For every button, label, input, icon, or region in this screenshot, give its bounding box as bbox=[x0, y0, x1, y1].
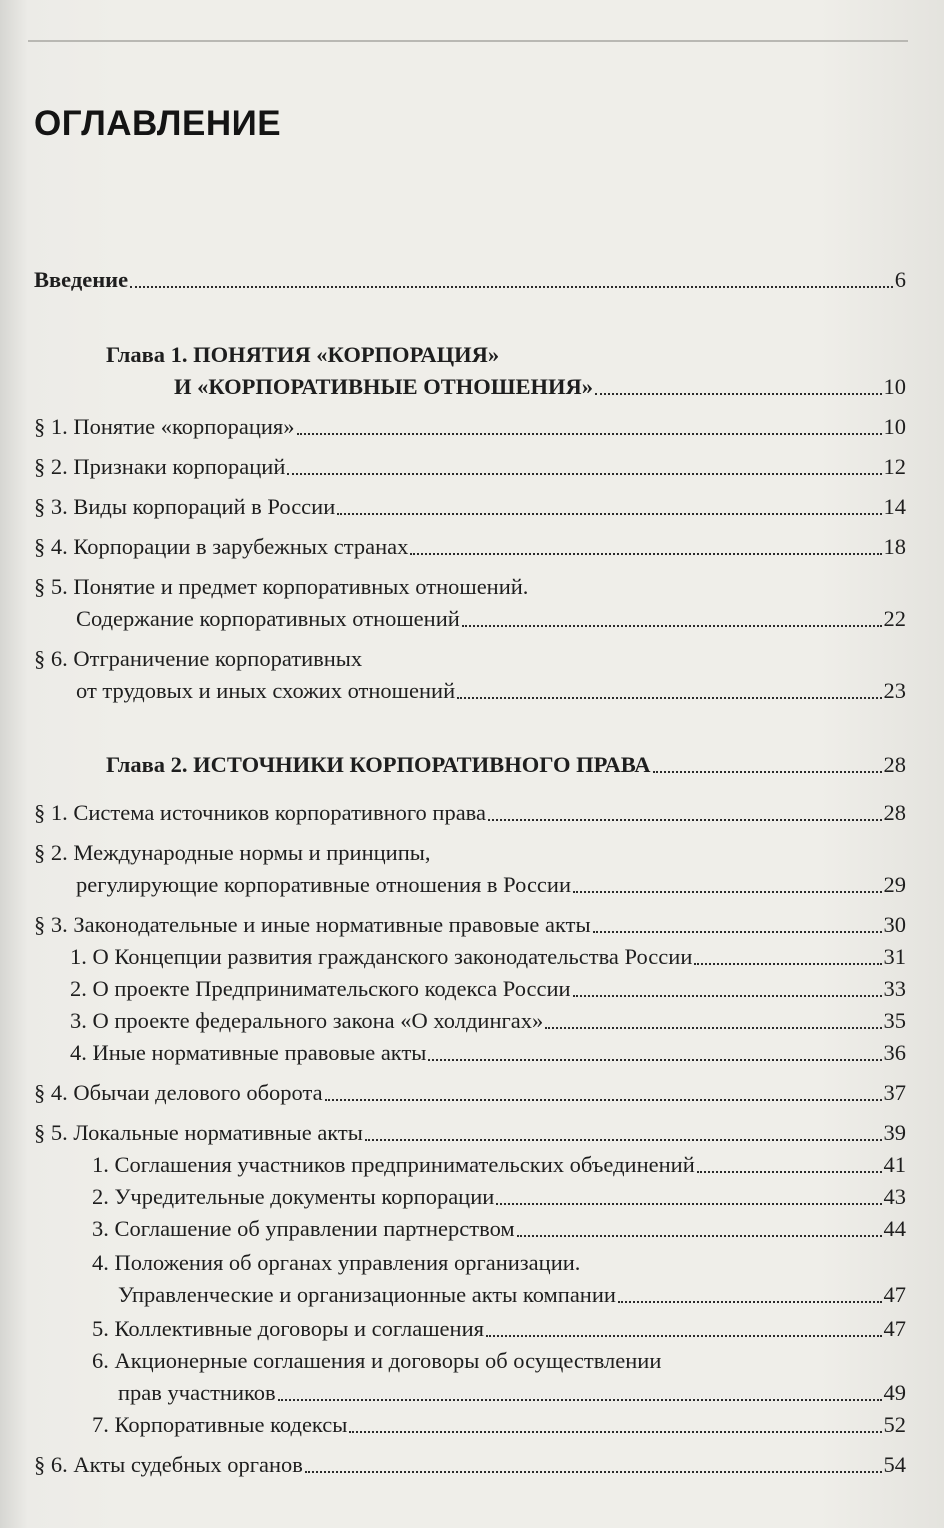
toc-entry-page: 18 bbox=[883, 534, 906, 559]
toc-entry-page: 12 bbox=[883, 454, 906, 479]
toc-entry-page: 43 bbox=[883, 1184, 906, 1209]
leader-dots bbox=[278, 1398, 882, 1401]
toc-entry-page: 36 bbox=[883, 1040, 906, 1065]
leader-dots bbox=[694, 962, 881, 965]
toc-entry-label: § 6. Акты судебных органов bbox=[34, 1452, 303, 1477]
toc-entry-page: 41 bbox=[883, 1152, 906, 1177]
leader-dots bbox=[130, 285, 893, 288]
toc-entry-page: 30 bbox=[883, 912, 906, 937]
toc-entry-page: 52 bbox=[883, 1412, 906, 1437]
leader-dots bbox=[365, 1138, 882, 1141]
toc-entry-ch2-s5-item6-line1: 6. Акционерные соглашения и договоры об осуществлении bbox=[92, 1348, 662, 1373]
toc-entry-label: § 1. Понятие «корпорация» bbox=[34, 414, 295, 439]
toc-entry-page: 49 bbox=[883, 1380, 906, 1405]
toc-entry-ch2-s6 bbox=[34, 1450, 906, 1480]
toc-entry-label: 3. О проекте федерального закона «О холдингах» bbox=[70, 1008, 544, 1033]
leader-dots bbox=[573, 890, 882, 893]
toc-entry-page: 23 bbox=[883, 678, 906, 703]
toc-entry-ch2-s5-item4-line1: 4. Положения об органах управления организации. bbox=[92, 1250, 581, 1275]
toc-entry-chapter-2 bbox=[106, 750, 906, 780]
toc-entry-page: 44 bbox=[883, 1216, 906, 1241]
leader-dots bbox=[595, 392, 882, 395]
toc-entry-ch2-s5-item3 bbox=[92, 1214, 906, 1244]
toc-entry-ch2-s3-item1 bbox=[70, 942, 906, 972]
leader-dots bbox=[337, 512, 881, 515]
toc-entry-ch1-s5-line1: § 5. Понятие и предмет корпоративных отношений. bbox=[34, 574, 529, 599]
toc-entry-page: 35 bbox=[883, 1008, 906, 1033]
leader-dots bbox=[486, 1334, 882, 1337]
toc-entry-ch2-s5-item7 bbox=[92, 1410, 906, 1440]
toc-entry-ch2-s5-item2 bbox=[92, 1182, 906, 1212]
toc-entry-ch2-s5-item5 bbox=[92, 1314, 906, 1344]
toc-entry-label: 3. Соглашение об управлении партнерством bbox=[92, 1216, 515, 1241]
toc-entry-page: 37 bbox=[883, 1080, 906, 1105]
toc-entry-page: 39 bbox=[883, 1120, 906, 1145]
toc-entry-page: 47 bbox=[883, 1282, 906, 1307]
page-title: ОГЛАВЛЕНИЕ bbox=[34, 104, 282, 143]
toc-entry-label: регулирующие корпоративные отношения в России bbox=[76, 872, 571, 897]
toc-entry-label: Управленческие и организационные акты компании bbox=[118, 1282, 616, 1307]
leader-dots bbox=[488, 818, 882, 821]
leader-dots bbox=[545, 1026, 881, 1029]
toc-entry-ch2-s1 bbox=[34, 798, 906, 828]
toc-entry-page: 54 bbox=[883, 1452, 906, 1477]
leader-dots bbox=[305, 1470, 882, 1473]
leader-dots bbox=[653, 770, 882, 773]
leader-dots bbox=[593, 930, 882, 933]
toc-entry-ch2-s2-line1: § 2. Международные нормы и принципы, bbox=[34, 840, 431, 865]
leader-dots bbox=[573, 994, 882, 997]
toc-entry-ch1-s4 bbox=[34, 532, 906, 562]
chapter-1-title-line1: Глава 1. ПОНЯТИЯ «КОРПОРАЦИЯ» bbox=[106, 342, 500, 367]
leader-dots bbox=[462, 624, 882, 627]
toc-entry-page: 31 bbox=[883, 944, 906, 969]
toc-entry-label: § 4. Корпорации в зарубежных странах bbox=[34, 534, 409, 559]
toc-entry-ch2-s3 bbox=[34, 910, 906, 940]
toc-entry-page: 47 bbox=[883, 1316, 906, 1341]
toc-entry-label: прав участников bbox=[118, 1380, 276, 1405]
leader-dots bbox=[349, 1430, 881, 1433]
leader-dots bbox=[618, 1300, 882, 1303]
toc-entry-label: от трудовых и иных схожих отношений bbox=[76, 678, 456, 703]
toc-entry-ch1-s1 bbox=[34, 412, 906, 442]
toc-entry-ch1-s6-line1: § 6. Отграничение корпоративных bbox=[34, 646, 363, 671]
toc-entry-label: § 4. Обычаи делового оборота bbox=[34, 1080, 323, 1105]
toc-entry-label: Введение bbox=[34, 267, 129, 292]
toc-entry-chapter-1 bbox=[174, 372, 906, 402]
toc-entry-ch2-s5-item4 bbox=[118, 1280, 906, 1310]
toc-entry-label: 1. О Концепции развития гражданского законодательства России bbox=[70, 944, 693, 969]
leader-dots bbox=[410, 552, 881, 555]
toc-entry-label: 1. Соглашения участников предпринимательских объединений bbox=[92, 1152, 695, 1177]
leader-dots bbox=[697, 1170, 882, 1173]
toc-entry-ch1-s2 bbox=[34, 452, 906, 482]
toc-entry-label: § 2. Признаки корпораций bbox=[34, 454, 286, 479]
toc-entry-label: 7. Корпоративные кодексы bbox=[92, 1412, 348, 1437]
toc-entry-page: 10 bbox=[883, 414, 906, 439]
toc-entry-ch2-s5-item1 bbox=[92, 1150, 906, 1180]
toc-entry-page: 28 bbox=[883, 752, 906, 777]
toc-entry-ch2-s3-item3 bbox=[70, 1006, 906, 1036]
toc-entry-label: § 1. Система источников корпоративного права bbox=[34, 800, 486, 825]
header-rule bbox=[28, 40, 908, 42]
toc-entry-label: § 3. Законодательные и иные нормативные правовые акты bbox=[34, 912, 591, 937]
toc-entry-label: 4. Иные нормативные правовые акты bbox=[70, 1040, 427, 1065]
toc-entry-ch1-s3 bbox=[34, 492, 906, 522]
toc-entry-ch2-s2 bbox=[76, 870, 906, 900]
toc-entry-page: 29 bbox=[883, 872, 906, 897]
leader-dots bbox=[517, 1234, 882, 1237]
toc-entry-page: 22 bbox=[883, 606, 906, 631]
toc-entry-ch1-s6 bbox=[76, 676, 906, 706]
toc-entry-ch2-s3-item2 bbox=[70, 974, 906, 1004]
toc-entry-ch2-s4 bbox=[34, 1078, 906, 1108]
toc-entry-label: § 5. Локальные нормативные акты bbox=[34, 1120, 363, 1145]
toc-entry-label: 2. Учредительные документы корпорации bbox=[92, 1184, 495, 1209]
toc-entry-ch2-s3-item4 bbox=[70, 1038, 906, 1068]
toc-entry-ch2-s5-item6 bbox=[118, 1378, 906, 1408]
leader-dots bbox=[428, 1058, 881, 1061]
toc-entry-page: 28 bbox=[883, 800, 906, 825]
leader-dots bbox=[496, 1202, 881, 1205]
toc-entry-label: 2. О проекте Предпринимательского кодекса России bbox=[70, 976, 571, 1001]
toc-entry-ch2-s5 bbox=[34, 1118, 906, 1148]
toc-entry-page: 33 bbox=[883, 976, 906, 1001]
toc-entry-page: 6 bbox=[894, 267, 906, 292]
toc-entry-intro bbox=[34, 265, 906, 295]
toc-entry-label: 5. Коллективные договоры и соглашения bbox=[92, 1316, 484, 1341]
toc-entry-label: Содержание корпоративных отношений bbox=[76, 606, 460, 631]
chapter-1-title-line2: И «КОРПОРАТИВНЫЕ ОТНОШЕНИЯ» bbox=[174, 374, 593, 399]
toc-entry-page: 14 bbox=[883, 494, 906, 519]
leader-dots bbox=[297, 432, 882, 435]
leader-dots bbox=[325, 1098, 882, 1101]
toc-entry-label: § 3. Виды корпораций в России bbox=[34, 494, 336, 519]
leader-dots bbox=[457, 696, 881, 699]
toc-entry-ch1-s5 bbox=[76, 604, 906, 634]
leader-dots bbox=[287, 472, 881, 475]
toc-entry-page: 10 bbox=[883, 374, 906, 399]
chapter-2-title: Глава 2. ИСТОЧНИКИ КОРПОРАТИВНОГО ПРАВА bbox=[106, 752, 651, 777]
